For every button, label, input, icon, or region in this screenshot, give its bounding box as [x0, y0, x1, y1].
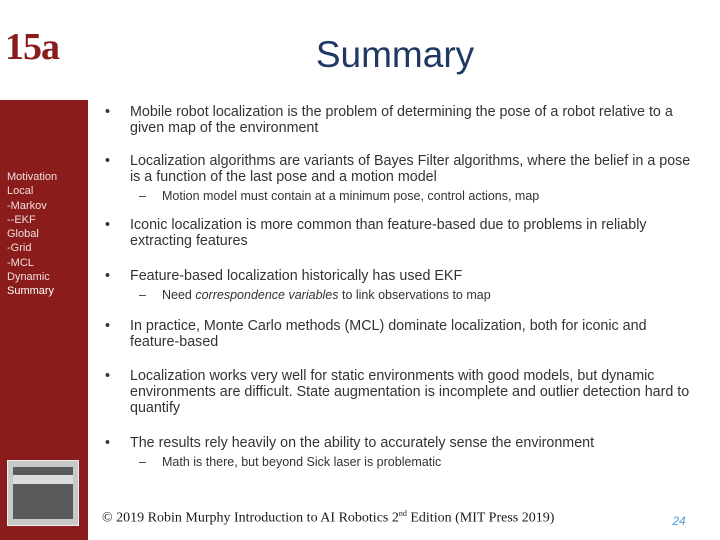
- bullet-dot-icon: •: [105, 217, 111, 233]
- bullet-dot-icon: •: [105, 435, 111, 451]
- book-cover-image: [7, 460, 79, 526]
- bullet-text: Mobile robot localization is the problem of determining the pose of a robot relative to a given map of the environment: [130, 104, 673, 136]
- bullet-text: Iconic localization is more common than feature-based due to problems in reliably extracting features: [130, 217, 647, 249]
- bullet-dot-icon: •: [105, 318, 111, 334]
- bullet-text: In practice, Monte Carlo methods (MCL) dominate localization, both for iconic and feature-based: [130, 318, 647, 350]
- bullet-text: Localization works very well for static environments with good models, but dynamic environments are difficult. State augmentation is incomplete and outlier detection hard to quantify: [130, 368, 690, 416]
- bullet-dot-icon: •: [105, 104, 111, 120]
- nav-item-markov[interactable]: -Markov: [7, 199, 47, 212]
- sub-bullet-item: [98, 455, 698, 469]
- slide-title: Summary: [315, 34, 475, 75]
- nav-item-mcl[interactable]: -MCL: [7, 256, 34, 269]
- sub-bullet-text: Motion model must contain at a minimum pose, control actions, map: [162, 189, 540, 203]
- footer-text-post: Edition (MIT Press 2019): [406, 510, 555, 526]
- slide-content: [98, 104, 698, 469]
- bullet-item: [98, 368, 698, 416]
- bullet-text: The results rely heavily on the ability to accurately sense the environment: [130, 435, 595, 451]
- bullet-dot-icon: •: [105, 268, 111, 284]
- footer-superscript: nd: [398, 509, 407, 518]
- footer-text-pre: © 2019 Robin Murphy Introduction to AI Robotics 2: [102, 510, 399, 526]
- nav-item-ekf[interactable]: --EKF: [7, 213, 36, 226]
- sub-bullet-dash-icon: –: [139, 189, 146, 203]
- sub-bullet-dash-icon: –: [139, 288, 146, 302]
- bullet-item: [98, 435, 698, 451]
- sub-bullet-text: Math is there, but beyond Sick laser is problematic: [162, 455, 442, 469]
- bullet-text: Feature-based localization historically has used EKF: [130, 268, 463, 284]
- nav-item-summary[interactable]: Summary: [7, 285, 55, 298]
- sub-bullet-text-pre: Need: [162, 288, 196, 302]
- bullet-item: [98, 268, 698, 284]
- sidebar-nav: [7, 170, 57, 299]
- nav-item-local[interactable]: Local: [7, 185, 34, 198]
- sidebar: [0, 0, 88, 540]
- nav-item-dynamic[interactable]: Dynamic: [7, 271, 50, 284]
- nav-item-motivation[interactable]: Motivation: [7, 171, 58, 183]
- copyright-footer: [102, 509, 554, 527]
- sub-bullet-item: [98, 288, 698, 302]
- sub-bullet-dash-icon: –: [139, 455, 146, 469]
- bullet-dot-icon: •: [105, 153, 111, 169]
- sub-bullet-text-emphasis: correspondence variables: [195, 288, 339, 302]
- bullet-item: [98, 318, 698, 350]
- nav-item-global[interactable]: Global: [7, 228, 39, 241]
- bullet-dot-icon: •: [105, 368, 111, 384]
- page-number: 24: [672, 514, 686, 528]
- lecture-number: 15a: [5, 26, 59, 68]
- bullet-item: [98, 217, 698, 249]
- sub-bullet-text-post: to link observations to map: [338, 288, 491, 302]
- sub-bullet-item: [98, 189, 698, 203]
- bullet-text: Localization algorithms are variants of Bayes Filter algorithms, where the belief in a pose is a function of the last pose and a motion model: [130, 153, 691, 185]
- bullet-item: [98, 104, 698, 136]
- nav-item-grid[interactable]: -Grid: [7, 242, 32, 255]
- book-cover-title-band: [13, 475, 73, 484]
- bullet-item: [98, 153, 698, 185]
